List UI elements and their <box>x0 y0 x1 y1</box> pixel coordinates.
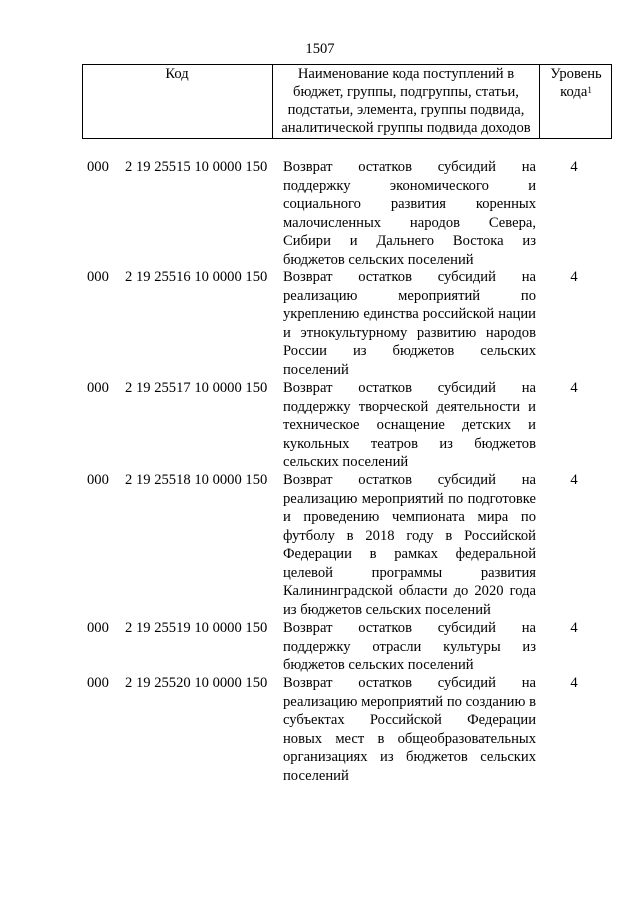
row-description-line: Возврат остатков субсидий на <box>283 472 536 488</box>
row-description-line: из бюджетов сельских поселений <box>283 601 491 618</box>
header-level-footnote: 1 <box>587 85 592 95</box>
row-admin-code: 000 <box>87 269 109 285</box>
row-budget-code: 2 19 25518 10 0000 150 <box>125 472 268 488</box>
row-level: 4 <box>570 269 578 285</box>
row-level: 4 <box>570 675 578 691</box>
row-description-line: реализацию мероприятий по подготовке <box>283 490 536 507</box>
row-description <box>283 158 536 269</box>
row-description-line: реализацию мероприятий по созданию в <box>283 693 536 710</box>
row-description-line: организациях из бюджетов сельских <box>283 749 536 765</box>
row-description-line: и проведению чемпионата мира по <box>283 509 536 525</box>
row-budget-code: 2 19 25516 10 0000 150 <box>125 269 268 285</box>
row-level: 4 <box>570 159 578 175</box>
row-description-line: кукольных театров из бюджетов <box>283 435 536 452</box>
row-level: 4 <box>570 472 578 488</box>
row-description <box>283 268 536 379</box>
row-budget-code: 2 19 25520 10 0000 150 <box>125 675 268 691</box>
row-description-line: Возврат остатков субсидий на <box>283 675 536 691</box>
header-level-line <box>540 83 612 101</box>
row-admin-code: 000 <box>87 675 109 691</box>
row-description-line: бюджетов сельских поселений <box>283 251 474 268</box>
table-header <box>82 64 612 139</box>
row-description-line: Возврат остатков субсидий на <box>283 269 536 285</box>
row-description-line: России из бюджетов сельских <box>283 343 536 359</box>
row-budget-code: 2 19 25517 10 0000 150 <box>125 380 268 396</box>
row-budget-code: 2 19 25519 10 0000 150 <box>125 620 268 636</box>
row-description-line: поселений <box>283 767 349 784</box>
row-description-line: сельских поселений <box>283 454 409 470</box>
row-description-line: поддержку творческой деятельности и <box>283 398 536 415</box>
row-description-line: реализацию мероприятий по <box>283 287 536 304</box>
row-description <box>283 619 536 675</box>
row-description-line: бюджетов сельских поселений <box>283 657 474 673</box>
row-admin-code: 000 <box>87 472 109 488</box>
row-description <box>283 471 536 619</box>
row-description-line: Сибири и Дальнего Востока из <box>283 233 536 249</box>
row-description <box>283 379 536 472</box>
header-name <box>273 65 539 137</box>
header-name-line: подстатьи, элемента, группы подвида, <box>287 102 525 118</box>
row-description-line: субъектах Российской Федерации <box>283 712 536 728</box>
row-admin-code: 000 <box>87 620 109 636</box>
row-description-line: поселений <box>283 361 349 378</box>
row-description-line: малочисленных народов Севера, <box>283 214 536 231</box>
row-description-line: социального развития коренных <box>283 196 536 212</box>
row-description-line: Возврат остатков субсидий на <box>283 159 536 175</box>
header-level-line: Уровень <box>550 66 602 82</box>
header-name-line: бюджет, группы, подгруппы, статьи, <box>293 84 519 100</box>
row-description-line: укреплению единства российской нации <box>283 306 536 322</box>
row-admin-code: 000 <box>87 159 109 175</box>
row-level: 4 <box>570 380 578 396</box>
page-number: 1507 <box>305 41 335 57</box>
row-budget-code: 2 19 25515 10 0000 150 <box>125 159 268 175</box>
row-description-line: футболу в 2018 году в Российской <box>283 527 536 544</box>
header-level-word: кода <box>560 84 588 100</box>
row-description-line: целевой программы развития <box>283 564 536 581</box>
row-description-line: и этнокультурному развитию народов <box>283 324 536 341</box>
header-level <box>540 65 612 101</box>
header-name-line: аналитической группы подвида доходов <box>281 120 531 136</box>
row-description-line: поддержку экономического и <box>283 177 536 194</box>
row-description-line: техническое оснащение детских и <box>283 417 536 433</box>
header-code: Код <box>165 66 189 82</box>
row-description-line: Возврат остатков субсидий на <box>283 380 536 396</box>
row-description-line: поддержку отрасли культуры из <box>283 638 536 655</box>
row-level: 4 <box>570 620 578 636</box>
row-description-line: Федерации в рамках федеральной <box>283 546 536 562</box>
header-name-line: Наименование кода поступлений в <box>297 66 515 82</box>
row-description-line: Калининградской области до 2020 года <box>283 583 536 599</box>
row-admin-code: 000 <box>87 380 109 396</box>
row-description-line: новых мест в общеобразовательных <box>283 730 536 747</box>
row-description-line: Возврат остатков субсидий на <box>283 620 536 636</box>
row-description <box>283 674 536 785</box>
